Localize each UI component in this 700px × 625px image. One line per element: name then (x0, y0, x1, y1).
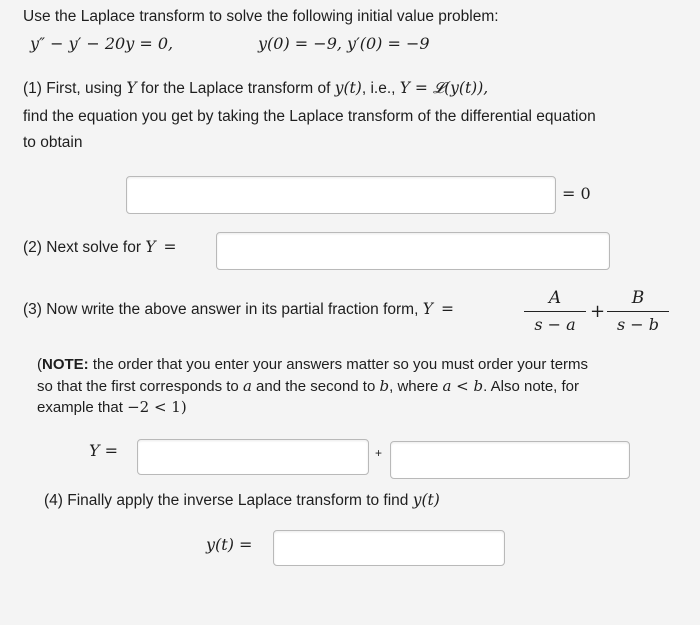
note-example: −2 < 1) (127, 398, 187, 416)
note-open-paren: ( (37, 356, 42, 373)
part4-answer-input[interactable] (273, 530, 505, 566)
partial-fraction-answer-2-input[interactable] (390, 441, 630, 479)
fraction-numerator-B: B (631, 288, 645, 308)
part1-mid: for the Laplace transform of (136, 80, 335, 97)
part1-instruction-line1 (23, 79, 488, 98)
note-line3 (37, 398, 187, 416)
laplace-definition: Y = 𝓛(y(t)), (399, 79, 489, 97)
note-inequality: a < b (442, 377, 484, 395)
note-line2 (37, 377, 579, 395)
note-text-2d: . Also note, for (483, 378, 580, 395)
answer-row-lhs: Y = (89, 441, 119, 460)
partial-fraction-answer-1-input[interactable] (137, 439, 369, 475)
partial-fraction-b (607, 287, 669, 336)
part2-equals: = (163, 238, 177, 256)
partial-fraction-a (524, 287, 586, 336)
equals-zero: = 0 (562, 184, 591, 203)
part4-label (44, 491, 440, 510)
problem-intro: Use the Laplace transform to solve the following initial value problem: (23, 8, 499, 25)
answer-row-plus: + (375, 446, 383, 460)
part4-lhs: y(t) = (206, 535, 253, 554)
fraction-numerator-A: A (548, 288, 562, 308)
note-text-2b: and the second to (251, 378, 380, 395)
fraction-bar (607, 311, 669, 312)
part1-instruction-line2: find the equation you get by taking the Laplace transform of the differential equation (23, 108, 596, 125)
part3-label (23, 300, 454, 319)
note-label: NOTE: (42, 356, 89, 373)
note-text-2a: so that the first corresponds to (37, 378, 243, 395)
note-text-2c: , where (389, 378, 443, 395)
note-line1 (37, 356, 588, 373)
part2-label (23, 238, 177, 257)
part1-answer-input[interactable] (126, 176, 556, 214)
part3-Y: Y (422, 300, 433, 318)
note-text-3: example that (37, 399, 128, 416)
part1-instruction-line3: to obtain (23, 134, 83, 151)
part2-answer-input[interactable] (216, 232, 610, 270)
part3-equals: = (440, 300, 454, 318)
fraction-denominator-s-minus-a: s − a (534, 315, 576, 334)
part3-text: (3) Now write the above answer in its partial fraction form, (23, 301, 423, 318)
part1-yt: y(t) (334, 79, 362, 97)
fraction-bar (524, 311, 586, 312)
note-var-a: a (242, 377, 252, 395)
initial-conditions: y(0) = −9, y′(0) = −9 (258, 34, 430, 53)
part2-Y: Y (145, 238, 156, 256)
part1-prefix: (1) First, using (23, 80, 127, 97)
note-var-b: b (379, 377, 390, 395)
part1-Y: Y (126, 79, 137, 97)
note-text-1: the order that you enter your answers matter so you must order your terms (88, 356, 589, 373)
partial-fraction-plus: + (590, 301, 606, 322)
part2-prefix: (2) Next solve for (23, 239, 146, 256)
differential-equation: y″ − y′ − 20y = 0, (30, 34, 174, 53)
part4-yt: y(t) (412, 491, 440, 509)
fraction-denominator-s-minus-b: s − b (616, 315, 660, 334)
part4-prefix: (4) Finally apply the inverse Laplace transform to find (44, 492, 413, 509)
part1-ie: , i.e., (361, 80, 400, 97)
